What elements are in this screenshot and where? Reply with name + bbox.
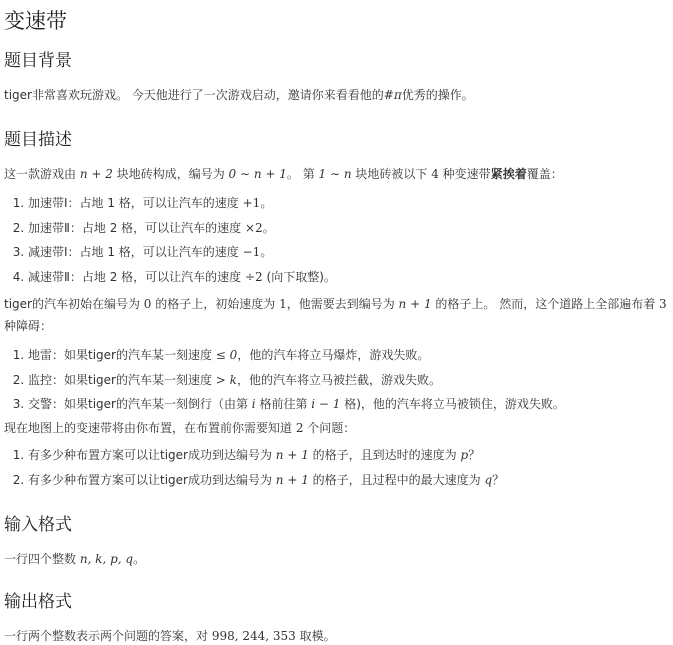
list-item: 3. 交警：如果tiger的汽车某一刻倒行（由第 i 格前往第 i − 1 格)，他的汽车将立马被锁住，游戏失败。 [28,392,667,417]
background-text: tiger非常喜欢玩游戏。 今天他进行了一次游戏启动，邀请你来看看他的#π优秀的操作。 [4,88,474,102]
list-item: 3. 减速带Ⅰ：占地 1 格，可以让汽车的速度 −1。 [28,240,667,265]
list-item: 2. 有多少种布置方案可以让tiger成功到达编号为 n + 1 的格子，且过程中的最大速度为 q？ [28,468,667,493]
description-paragraph-2: tiger的汽车初始在编号为 0 的格子上，初始速度为 1，他需要去到编号为 n + 1 的格子上。 然而，这个道路上全部遍布着 3 种障碍： [4,297,667,334]
question-list [4,443,667,492]
page-title: 变速带 [4,9,67,33]
list-item: 1. 有多少种布置方案可以让tiger成功到达编号为 n + 1 的格子，且到达时的速度为 p？ [28,443,667,468]
list-item: 1. 地雷：如果tiger的汽车某一刻速度 ≤ 0，他的汽车将立马爆炸，游戏失败。 [28,343,667,368]
math-expression: #π [383,88,402,102]
speed-belt-list [4,191,667,289]
output-format-heading: 输出格式 [4,591,72,612]
list-item: 2. 加速带Ⅱ：占地 2 格，可以让汽车的速度 ×2。 [28,216,667,241]
description-paragraph-1: 这一款游戏由 n + 2 块地砖构成，编号为 0 ∼ n + 1。 第 1 ∼ n 块地砖被以下 4 种变速带紧挨着覆盖： [4,166,563,181]
description-heading: 题目描述 [4,129,72,150]
input-format-heading: 输入格式 [4,515,72,536]
emphasis-text: 紧挨着 [490,166,527,181]
list-item: 2. 监控：如果tiger的汽车某一刻速度 > k，他的汽车将立马被拦截，游戏失败。 [28,368,667,393]
obstacle-list [4,343,667,417]
input-format-text: 一行四个整数 n, k, p, q。 [4,552,146,567]
background-heading: 题目背景 [4,51,72,71]
list-item: 4. 减速带Ⅱ：占地 2 格，可以让汽车的速度 ÷2 (向下取整)。 [28,265,667,290]
output-format-text: 一行两个整数表示两个问题的答案，对 998, 244, 353 取模。 [4,628,336,643]
list-item: 1. 加速带Ⅰ：占地 1 格，可以让汽车的速度 +1。 [28,191,667,216]
description-paragraph-3: 现在地图上的变速带将由你布置，在布置前你需要知道 2 个问题： [4,420,356,435]
